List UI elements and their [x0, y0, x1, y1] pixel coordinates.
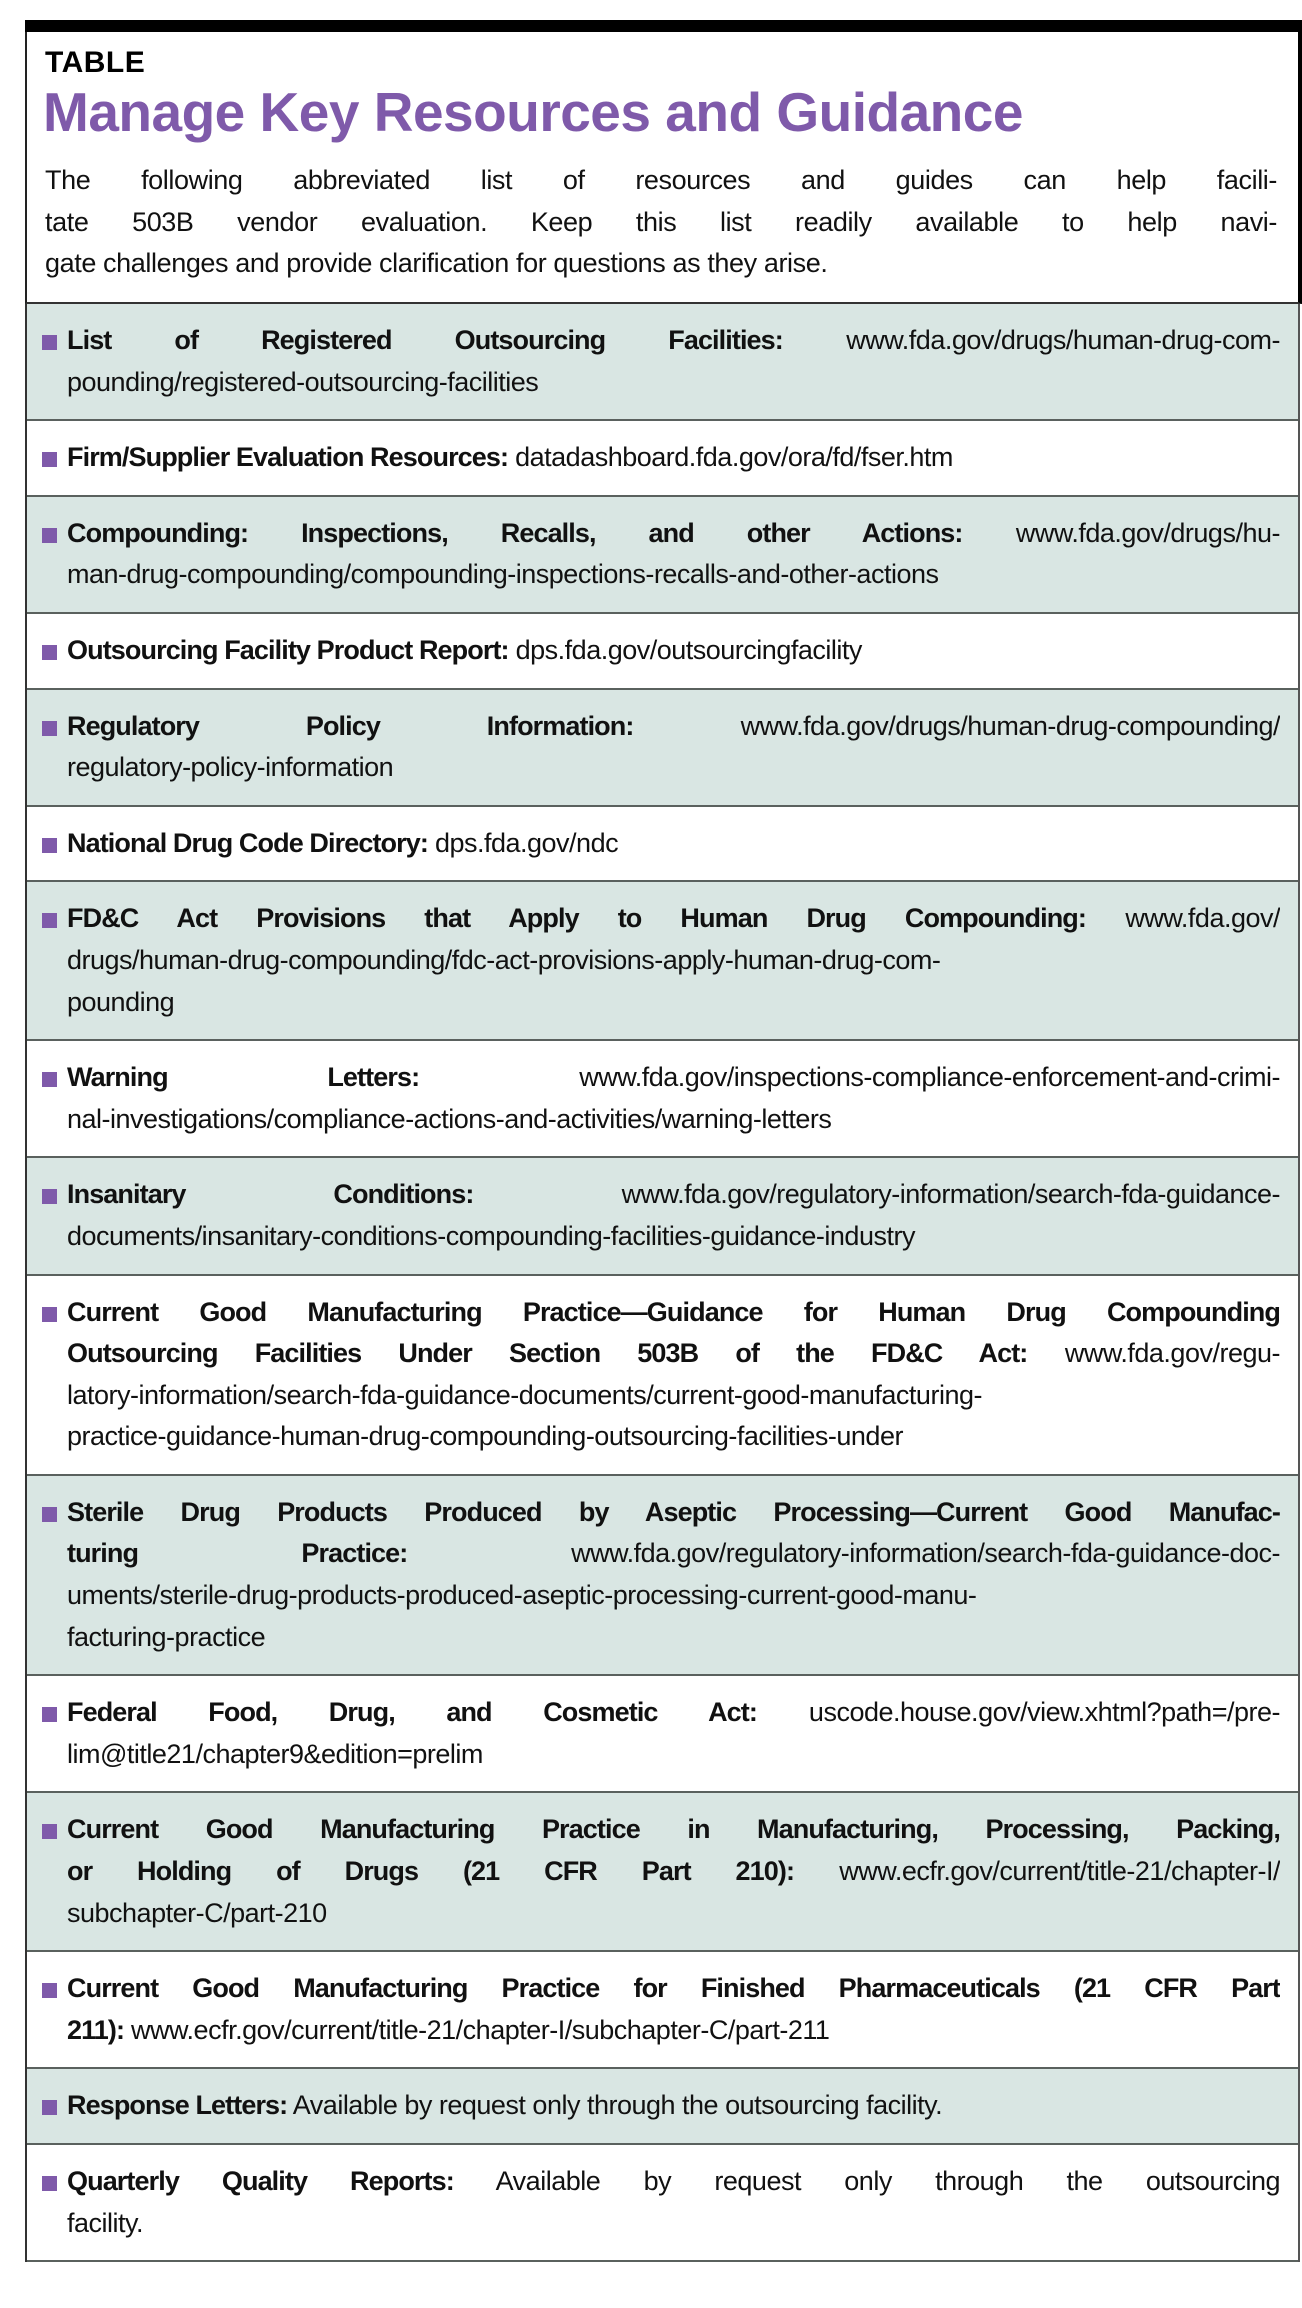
resource-link: www.ecfr.gov/current/title-21/chapter-I/ [794, 1856, 1280, 1887]
resource-link: dps.fda.gov/ndc [427, 827, 619, 858]
square-bullet-icon [42, 913, 57, 928]
intro-line: gate challenges and provide clarification for questions as they arise. [45, 248, 828, 279]
list-item [27, 1276, 1298, 1476]
resource-link: pounding [67, 986, 175, 1017]
resource-name: Response Letters: [67, 2090, 288, 2121]
square-bullet-icon [42, 1707, 57, 1722]
resource-name: Regulatory Policy Information: [67, 710, 634, 741]
resource-link: regulatory-policy-information [67, 752, 394, 783]
resource-link: facturing-practice [67, 1621, 266, 1652]
square-bullet-icon [42, 1307, 57, 1322]
item-line [67, 706, 1280, 748]
resource-link: nal-investigations/compliance-actions-and-activities/warning-letters [67, 1103, 832, 1134]
square-bullet-icon [42, 1824, 57, 1839]
square-bullet-icon [42, 2100, 57, 2115]
item-line [67, 554, 1280, 596]
item-line [67, 1968, 1280, 2010]
resource-link: documents/insanitary-conditions-compounding-facilities-guidance-industry [67, 1220, 915, 1251]
resource-name: Sterile Drug Products Produced by Aseptic Processing—Current Good Manufac- [67, 1496, 1280, 1527]
resource-link: drugs/human-drug-compounding/fdc-act-provisions-apply-human-drug-com- [67, 944, 941, 975]
list-item [27, 1952, 1298, 2069]
resource-name: Insanitary Conditions: [67, 1179, 474, 1210]
list-item [27, 1158, 1298, 1275]
list-item [27, 421, 1298, 497]
list-item [27, 614, 1298, 690]
square-bullet-icon [42, 1983, 57, 1998]
resource-name: Current Good Manufacturing Practice—Guidance for Human Drug Compounding [67, 1296, 1280, 1327]
list-item [27, 304, 1298, 421]
resource-link: www.fda.gov/regulatory-information/search-fda-guidance- [473, 1179, 1280, 1210]
resource-name: 211): [67, 2014, 125, 2045]
item-line [67, 437, 1280, 479]
list-item [27, 690, 1298, 807]
square-bullet-icon [42, 528, 57, 543]
square-bullet-icon [42, 2176, 57, 2191]
resource-link: www.fda.gov/regu- [1027, 1338, 1280, 1369]
list-item [27, 1476, 1298, 1676]
resource-name: Quarterly Quality Reports: [67, 2166, 454, 2196]
intro-line: The following abbreviated list of resources and guides can help facili- [45, 165, 1277, 195]
item-line [67, 1216, 1280, 1258]
resource-name: National Drug Code Directory: [67, 827, 428, 858]
table-intro [45, 160, 1277, 285]
resource-link: www.ecfr.gov/current/title-21/chapter-I/subchapter-C/part-211 [124, 2014, 830, 2045]
resource-link: www.fda.gov/drugs/human-drug-compounding/ [633, 710, 1280, 741]
item-line [67, 1893, 1280, 1935]
square-bullet-icon [42, 1072, 57, 1087]
item-line [67, 1851, 1280, 1893]
list-item [27, 2069, 1298, 2145]
item-line [67, 898, 1280, 940]
top-rule [25, 20, 1302, 32]
resource-name: FD&C Act Provisions that Apply to Human Drug Compounding: [67, 903, 1086, 934]
resource-link: www.fda.gov/ [1086, 903, 1280, 934]
item-line [67, 1057, 1280, 1099]
item-line [67, 1174, 1280, 1216]
square-bullet-icon [42, 1507, 57, 1522]
item-line [67, 1617, 1280, 1659]
item-line [67, 1575, 1280, 1617]
resource-link: practice-guidance-human-drug-compounding-outsourcing-facilities-under [67, 1421, 903, 1452]
resource-link: uscode.house.gov/view.xhtml?path=/pre- [756, 1697, 1280, 1728]
list-item [27, 882, 1298, 1041]
item-line [67, 1416, 1280, 1458]
list-item [27, 497, 1298, 614]
item-line [67, 982, 1280, 1024]
resource-name: Current Good Manufacturing Practice for Finished Pharmaceuticals (21 CFR Part [67, 1973, 1280, 2004]
item-line [67, 2010, 1280, 2052]
resource-link: facility. [67, 2207, 144, 2238]
resource-name: Current Good Manufacturing Practice in Manufacturing, Processing, Packing, [67, 1814, 1280, 1845]
item-line [67, 1292, 1280, 1334]
square-bullet-icon [42, 335, 57, 350]
resource-link: www.fda.gov/drugs/human-drug-com- [782, 325, 1280, 355]
square-bullet-icon [42, 645, 57, 660]
item-line [67, 362, 1280, 404]
item-line [67, 747, 1280, 789]
square-bullet-icon [42, 721, 57, 736]
item-line [67, 940, 1280, 982]
resource-link: man-drug-compounding/compounding-inspections-recalls-and-other-actions [67, 559, 939, 590]
resource-link: Available by request only through the outsourcing facility. [287, 2090, 943, 2121]
square-bullet-icon [42, 838, 57, 853]
resource-link: datadashboard.fda.gov/ora/fd/fser.htm [508, 442, 953, 473]
resource-link: pounding/registered-outsourcing-facilities [67, 366, 539, 397]
resource-link: lim@title21/chapter9&edition=prelim [67, 1738, 483, 1769]
square-bullet-icon [42, 452, 57, 467]
list-item [27, 1041, 1298, 1158]
item-line [67, 1492, 1280, 1534]
item-line [67, 2085, 1280, 2127]
item-line [67, 823, 1280, 865]
resource-link: latory-information/search-fda-guidance-documents/current-good-manufacturing- [67, 1379, 982, 1410]
table-title: Manage Key Resources and Guidance [43, 81, 1023, 143]
item-line [67, 1533, 1280, 1575]
resource-link: subchapter-C/part-210 [67, 1897, 327, 1928]
resource-link: www.fda.gov/inspections-compliance-enforcement-and-crimi- [419, 1062, 1280, 1093]
item-line [67, 1375, 1280, 1417]
item-line [67, 1333, 1280, 1375]
resource-name: Federal Food, Drug, and Cosmetic Act: [67, 1697, 757, 1728]
resource-name: Outsourcing Facilities Under Section 503B of the FD&C Act: [67, 1338, 1028, 1369]
square-bullet-icon [42, 1189, 57, 1204]
list-item [27, 1676, 1298, 1793]
table-header [25, 32, 1302, 304]
resource-link: uments/sterile-drug-products-produced-aseptic-processing-current-good-manu- [67, 1580, 977, 1611]
resource-link: www.fda.gov/regulatory-information/search-fda-guidance-doc- [407, 1538, 1280, 1569]
intro-line: tate 503B vendor evaluation. Keep this list readily available to help navi- [45, 206, 1277, 237]
item-line [67, 2161, 1280, 2203]
item-line [67, 1099, 1280, 1141]
item-line [67, 2203, 1280, 2245]
resource-link: Available by request only through the outsourcing [453, 2166, 1280, 2196]
item-line [67, 513, 1280, 555]
item-line [67, 1809, 1280, 1851]
resource-list [25, 304, 1300, 2262]
resource-name: Outsourcing Facility Product Report: [67, 634, 509, 665]
item-line [67, 1692, 1280, 1734]
resource-name: Compounding: Inspections, Recalls, and other Actions: [67, 517, 963, 548]
resource-link: dps.fda.gov/outsourcingfacility [508, 634, 862, 665]
list-item [27, 807, 1298, 883]
resources-table [25, 20, 1300, 2262]
resource-link: www.fda.gov/drugs/hu- [962, 517, 1280, 548]
resource-name: or Holding of Drugs (21 CFR Part 210): [67, 1856, 795, 1887]
list-item [27, 1793, 1298, 1952]
item-line [67, 1734, 1280, 1776]
list-item [27, 2145, 1298, 2262]
resource-name: turing Practice: [67, 1538, 408, 1569]
table-kicker: TABLE [45, 46, 146, 79]
resource-name: Warning Letters: [67, 1062, 420, 1093]
resource-name: List of Registered Outsourcing Facilities: [67, 325, 783, 355]
resource-name: Firm/Supplier Evaluation Resources: [67, 442, 509, 473]
item-line [67, 630, 1280, 672]
item-line [67, 320, 1280, 362]
